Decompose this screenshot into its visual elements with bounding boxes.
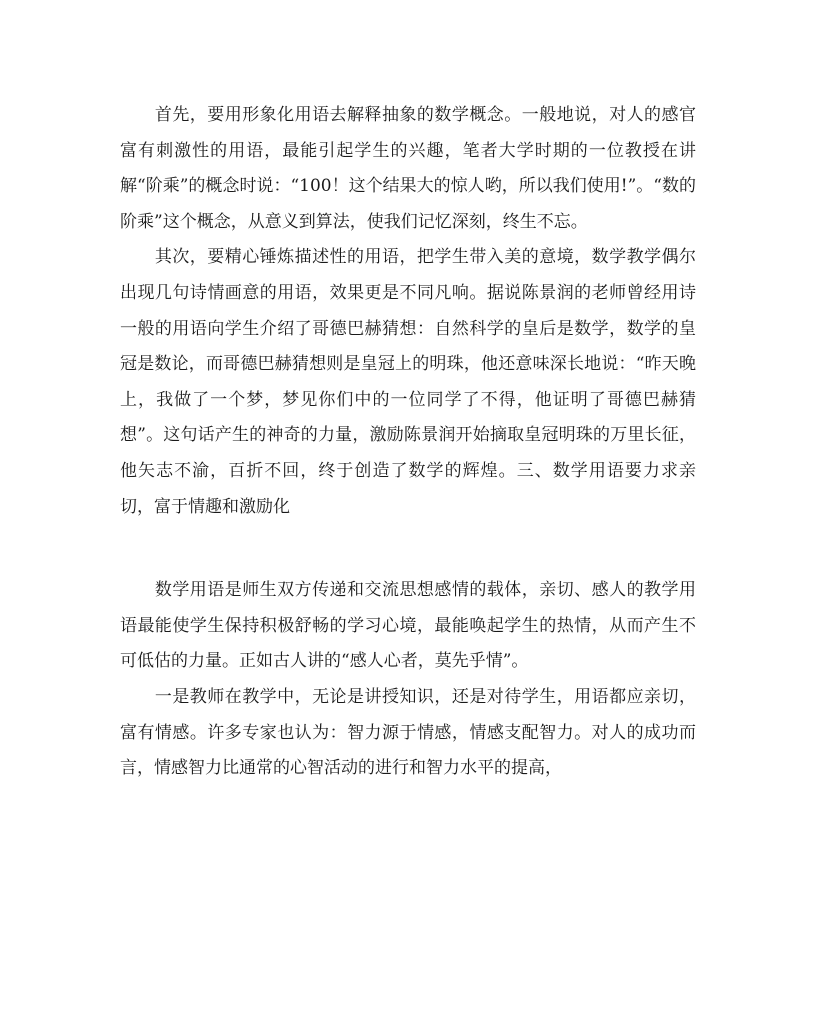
paragraph-fourth: 一是教师在教学中，无论是讲授知识，还是对待学生，用语都应亲切，富有情感。许多专家也认为：智力源于情感，情感支配智力。对人的成功而言，情感智力比通常的心智活动的进行和智力水平的提高， (120, 686, 696, 779)
document-body (120, 98, 696, 787)
paragraph-spacer (120, 525, 696, 573)
paragraph-first: 首先，要用形象化用语去解释抽象的数学概念。一般地说，对人的感官富有刺激性的用语，最能引起学生的兴趣，笔者大学时期的一位教授在讲解“阶乘”的概念时说：“100！这个结果大的惊人哟，所以我们使用!”。“数的阶乘”这个概念，从意义到算法，使我们记忆深刻，终生不忘。 (120, 105, 696, 232)
paragraph-third: 数学用语是师生双方传递和交流思想感情的载体，亲切、感人的教学用语最能使学生保持积极舒畅的学习心境，最能唤起学生的热情，从而产生不可低估的力量。正如古人讲的“感人心者，莫先乎情”。 (120, 580, 696, 672)
paragraph-second: 其次，要精心锤炼描述性的用语，把学生带入美的意境，数学教学偶尔出现几句诗情画意的用语，效果更是不同凡响。据说陈景润的老师曾经用诗一般的用语向学生介绍了哥德巴赫猜想：自然科学的皇后是数学，数学的皇冠是数论，而哥德巴赫猜想则是皇冠上的明珠，他还意味深长地说：“昨天晚上，我做了一个梦，梦见你们中的一位同学了不得，他证明了哥德巴赫猜想”。这句话产生的神奇的力量，激励陈景润开始摘取皇冠明珠的万里长征，他矢志不渝，百折不回，终于创造了数学的辉煌。三、数学用语要力求亲切，富于情趣和激励化 (120, 247, 696, 517)
